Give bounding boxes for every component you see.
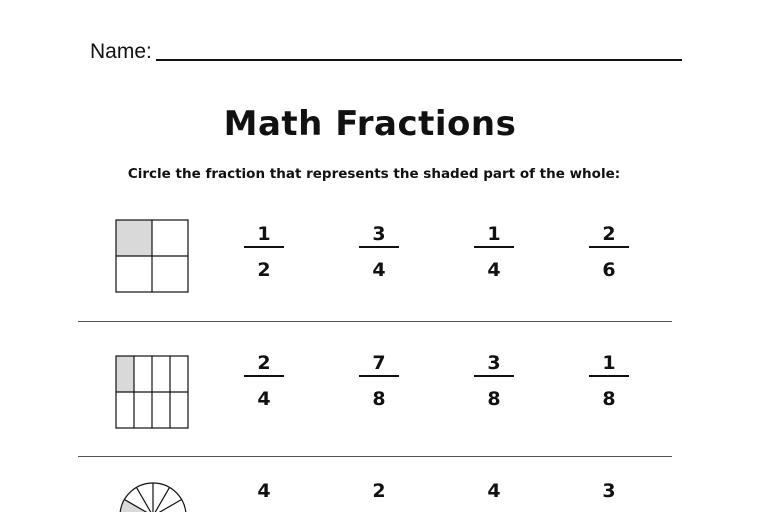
fraction-denominator: 4: [372, 259, 386, 281]
fraction-numerator: 3: [487, 352, 501, 374]
name-label: Name:: [90, 40, 152, 63]
fraction-numerator: 7: [372, 352, 386, 374]
fraction-option[interactable]: [244, 222, 284, 282]
worksheet-title: Math Fractions: [223, 104, 517, 144]
fraction-numerator: 3: [372, 223, 386, 245]
fraction-bar: [474, 246, 514, 248]
slice-line: [153, 500, 182, 512]
shaded-slice: [120, 500, 153, 512]
fraction-numerator: 4: [257, 480, 271, 502]
fraction-bar: [474, 375, 514, 377]
fraction-bar: [244, 246, 284, 248]
fraction-option[interactable]: [359, 351, 399, 411]
shaded-cell: [116, 220, 152, 256]
name-field[interactable]: [90, 40, 682, 64]
fraction-figure-grid-2x2: [115, 219, 189, 293]
fraction-bar: [589, 375, 629, 377]
fraction-figure-grid-4x2: [115, 355, 189, 429]
fraction-bar: [359, 246, 399, 248]
fraction-numerator: 1: [602, 352, 616, 374]
fraction-option[interactable]: [359, 222, 399, 282]
fraction-numerator: 2: [602, 223, 616, 245]
fraction-option[interactable]: [474, 479, 514, 503]
fraction-option[interactable]: [589, 479, 629, 503]
fraction-bar: [359, 375, 399, 377]
fraction-numerator: 1: [257, 223, 271, 245]
fraction-option[interactable]: [474, 222, 514, 282]
fraction-option[interactable]: [359, 479, 399, 503]
fraction-denominator: 8: [487, 388, 501, 410]
fraction-numerator: 3: [602, 480, 616, 502]
fraction-option[interactable]: [589, 222, 629, 282]
fraction-figure-circle: [115, 478, 191, 512]
fraction-numerator: 2: [372, 480, 386, 502]
worksheet-instruction: Circle the fraction that represents the shaded part of the whole:: [127, 166, 621, 182]
fraction-numerator: 1: [487, 223, 501, 245]
fraction-option[interactable]: [244, 479, 284, 503]
shaded-cell: [116, 356, 134, 392]
fraction-option[interactable]: [589, 351, 629, 411]
fraction-denominator: 4: [487, 259, 501, 281]
fraction-denominator: 8: [372, 388, 386, 410]
fraction-denominator: 2: [257, 259, 271, 281]
row-divider: [78, 321, 672, 322]
name-underline[interactable]: [156, 59, 682, 61]
fraction-numerator: 2: [257, 352, 271, 374]
fraction-option[interactable]: [474, 351, 514, 411]
row-divider: [78, 456, 672, 457]
fraction-denominator: 8: [602, 388, 616, 410]
fraction-denominator: 6: [602, 259, 616, 281]
fraction-bar: [244, 375, 284, 377]
fraction-numerator: 4: [487, 480, 501, 502]
fraction-denominator: 4: [257, 388, 271, 410]
fraction-option[interactable]: [244, 351, 284, 411]
fraction-bar: [589, 246, 629, 248]
